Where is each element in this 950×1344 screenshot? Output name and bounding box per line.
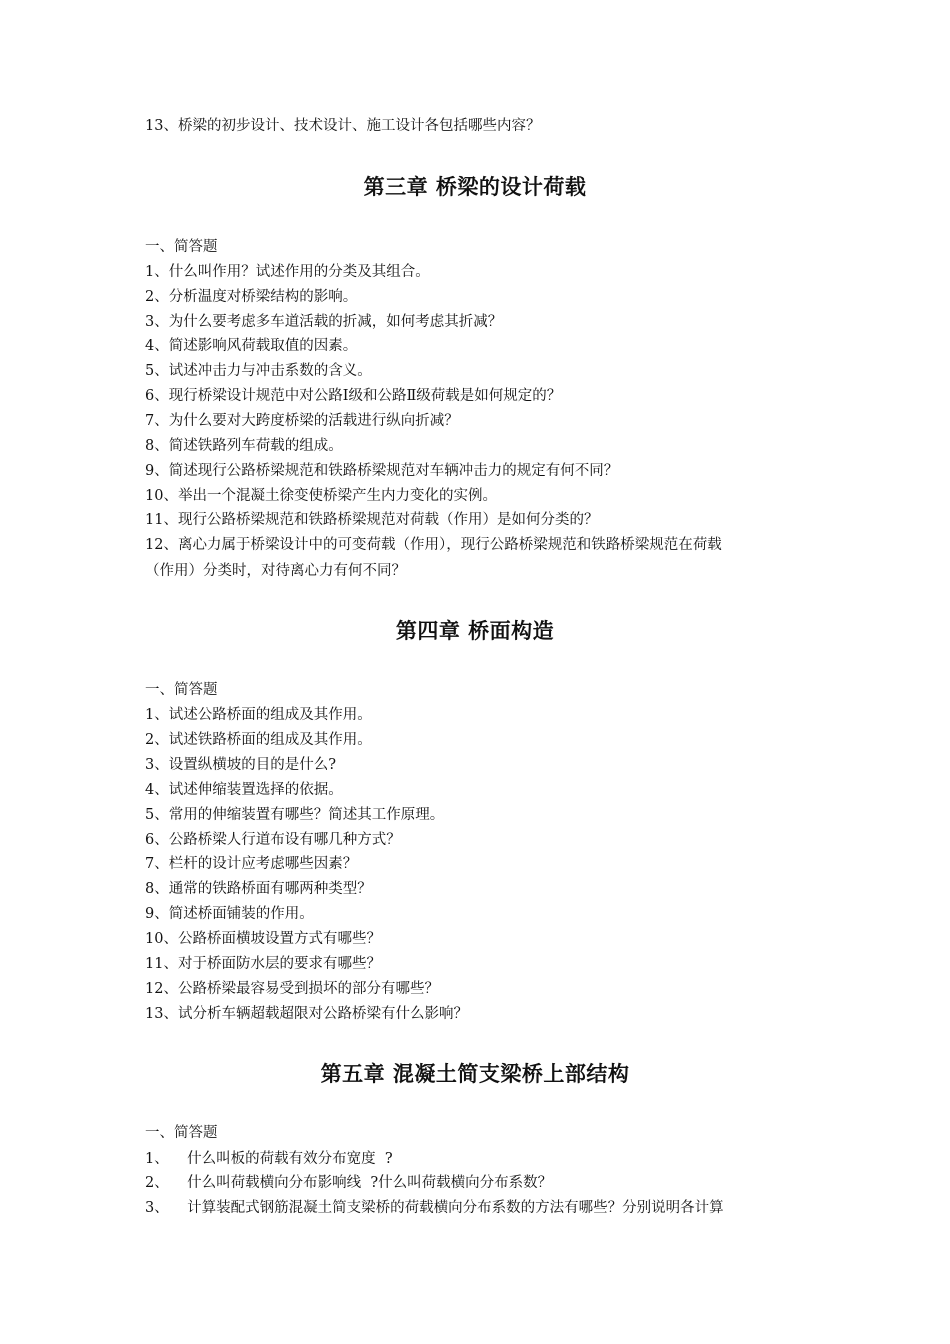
question-line: 10、举出一个混凝土徐变使桥梁产生内力变化的实例。 bbox=[145, 488, 497, 504]
question-line: 11、现行公路桥梁规范和铁路桥梁规范对荷载（作用）是如何分类的？ bbox=[145, 512, 599, 528]
question-line: 7、为什么要对大跨度桥梁的活载进行纵向折减？ bbox=[145, 413, 459, 429]
question-line: 2、试述铁路桥面的组成及其作用。 bbox=[145, 732, 372, 748]
question-line: 3、为什么要考虑多车道活载的折减，如何考虑其折减？ bbox=[145, 314, 503, 330]
question-line: 8、通常的铁路桥面有哪两种类型？ bbox=[145, 881, 372, 897]
question-line: 7、栏杆的设计应考虑哪些因素？ bbox=[145, 856, 358, 872]
question-line: 1、试述公路桥面的组成及其作用。 bbox=[145, 707, 372, 723]
question-line: 12、公路桥梁最容易受到损坏的部分有哪些？ bbox=[145, 981, 439, 997]
question-line: 3、 计算装配式钢筋混凝土简支梁桥的荷载横向分布系数的方法有哪些？分别说明各计算 bbox=[145, 1200, 724, 1216]
chapter-title: 第五章 混凝土简支梁桥上部结构 bbox=[320, 1062, 630, 1086]
question-line: 9、简述桥面铺装的作用。 bbox=[145, 906, 314, 922]
question-line: 8、简述铁路列车荷载的组成。 bbox=[145, 438, 343, 454]
section-heading: 一、简答题 bbox=[145, 1125, 218, 1141]
question-line: 1、什么叫作用？试述作用的分类及其组合。 bbox=[145, 264, 430, 280]
chapter-title: 第四章 桥面构造 bbox=[395, 619, 555, 643]
chapter-title: 第三章 桥梁的设计荷载 bbox=[363, 175, 587, 199]
question-line: 3、设置纵横坡的目的是什么? bbox=[145, 757, 336, 773]
question-line: 4、试述伸缩装置选择的依据。 bbox=[145, 782, 343, 798]
question-line: 6、公路桥梁人行道布设有哪几种方式？ bbox=[145, 832, 401, 848]
question-line: 1、 什么叫板的荷载有效分布宽度 ? bbox=[145, 1151, 393, 1167]
question-line: 13、试分析车辆超载超限对公路桥梁有什么影响？ bbox=[145, 1006, 468, 1022]
question-line: 5、试述冲击力与冲击系数的含义。 bbox=[145, 363, 372, 379]
question-line: 2、分析温度对桥梁结构的影响。 bbox=[145, 289, 358, 305]
question-line: 10、公路桥面横坡设置方式有哪些？ bbox=[145, 931, 381, 947]
question-line: （作用）分类时，对待离心力有何不同？ bbox=[145, 563, 406, 579]
section-heading: 一、简答题 bbox=[145, 682, 218, 698]
question-line: 5、常用的伸缩装置有哪些？简述其工作原理。 bbox=[145, 807, 445, 823]
question-line: 6、现行桥梁设计规范中对公路Ⅰ级和公路Ⅱ级荷载是如何规定的？ bbox=[145, 388, 562, 404]
question-line: 2、 什么叫荷载横向分布影响线 ?什么叫荷载横向分布系数？ bbox=[145, 1175, 553, 1191]
question-line: 9、简述现行公路桥梁规范和铁路桥梁规范对车辆冲击力的规定有何不同？ bbox=[145, 463, 619, 479]
question-line: 4、简述影响风荷载取值的因素。 bbox=[145, 338, 358, 354]
section-heading: 一、简答题 bbox=[145, 239, 218, 255]
question-line: 13、桥梁的初步设计、技术设计、施工设计各包括哪些内容？ bbox=[145, 118, 541, 134]
question-line: 12、离心力属于桥梁设计中的可变荷载（作用），现行公路桥梁规范和铁路桥梁规范在荷载 bbox=[145, 537, 722, 553]
question-line: 11、对于桥面防水层的要求有哪些？ bbox=[145, 956, 381, 972]
